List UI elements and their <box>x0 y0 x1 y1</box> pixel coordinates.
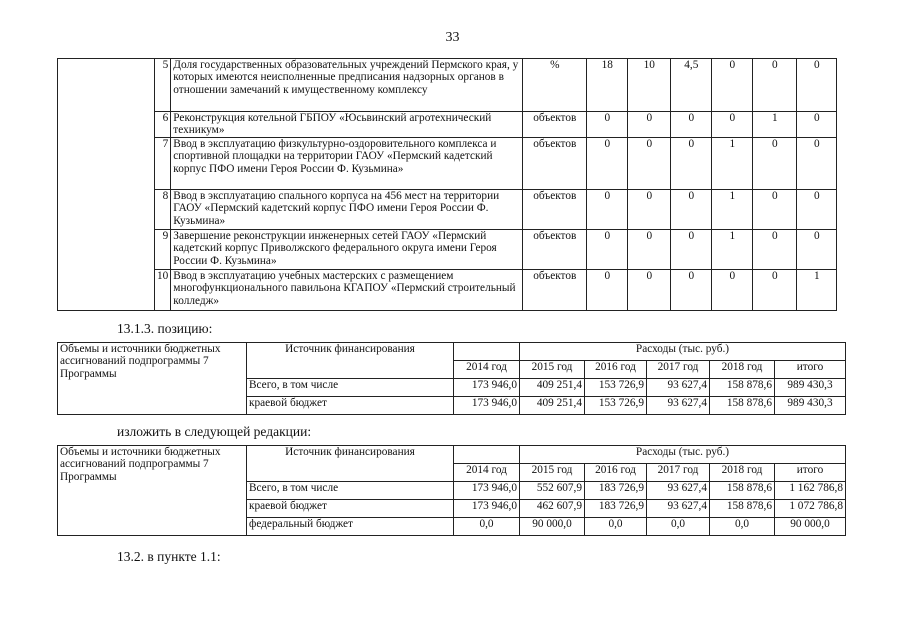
funding-source: федеральный бюджет <box>247 518 454 536</box>
row-number: 8 <box>155 190 171 230</box>
value-cell: 10 <box>628 59 671 112</box>
value-cell: 173 946,0 <box>454 482 520 500</box>
expenses-header: Расходы (тыс. руб.) <box>520 446 846 464</box>
value-cell: 173 946,0 <box>454 397 520 415</box>
value-cell: 989 430,3 <box>775 397 846 415</box>
unit: % <box>523 59 587 112</box>
table-row <box>58 59 837 112</box>
value-cell: 90 000,0 <box>520 518 585 536</box>
value-cell: 0 <box>712 270 753 311</box>
source-header: Источник финансирования <box>247 446 454 482</box>
value-cell: 93 627,4 <box>647 482 710 500</box>
value-cell: 0,0 <box>585 518 647 536</box>
value-cell: 989 430,3 <box>775 379 846 397</box>
value-cell: 1 <box>712 138 753 190</box>
value-cell: 158 878,6 <box>710 482 775 500</box>
year-header: 2017 год <box>647 361 710 379</box>
section-heading: изложить в следующей редакции: <box>117 424 312 439</box>
value-cell: 0 <box>712 59 753 112</box>
value-cell: 173 946,0 <box>454 500 520 518</box>
year-header: 2018 год <box>710 464 775 482</box>
year-header: 2015 год <box>520 464 585 482</box>
value-cell: 0 <box>628 138 671 190</box>
value-cell: 93 627,4 <box>647 397 710 415</box>
unit: объектов <box>523 230 587 270</box>
indicator-name: Ввод в эксплуатацию учебных мастерских с размещением многофункционального павильона КГАПОУ «Пермский строительный колледж» <box>171 270 523 311</box>
indicator-table <box>57 58 837 311</box>
table-row <box>58 138 837 190</box>
blank-cell <box>454 446 520 464</box>
section-heading: 13.2. в пункте 1.1: <box>117 549 221 564</box>
value-cell: 0 <box>587 112 628 138</box>
unit: объектов <box>523 190 587 230</box>
value-cell: 93 627,4 <box>647 500 710 518</box>
unit: объектов <box>523 112 587 138</box>
indicator-name: Реконструкция котельной ГБПОУ «Юсьвинский агротехнический техникум» <box>171 112 523 138</box>
year-header: 2015 год <box>520 361 585 379</box>
value-cell: 0 <box>628 112 671 138</box>
value-cell: 409 251,4 <box>520 397 585 415</box>
blank-cell <box>454 343 520 361</box>
value-cell: 0 <box>671 138 712 190</box>
value-cell: 0 <box>671 230 712 270</box>
year-header: 2014 год <box>454 361 520 379</box>
row-number: 10 <box>155 270 171 311</box>
year-header: итого <box>775 361 846 379</box>
value-cell: 158 878,6 <box>710 397 775 415</box>
value-cell: 1 162 786,8 <box>775 482 846 500</box>
value-cell: 0 <box>587 190 628 230</box>
value-cell: 0 <box>797 59 837 112</box>
value-cell: 158 878,6 <box>710 379 775 397</box>
value-cell: 4,5 <box>671 59 712 112</box>
value-cell: 0 <box>671 190 712 230</box>
value-cell: 0 <box>587 138 628 190</box>
value-cell: 0,0 <box>647 518 710 536</box>
value-cell: 0,0 <box>454 518 520 536</box>
funding-source: краевой бюджет <box>247 397 454 415</box>
value-cell: 0 <box>628 190 671 230</box>
table-row <box>58 190 837 230</box>
value-cell: 0 <box>671 270 712 311</box>
value-cell: 0 <box>628 270 671 311</box>
value-cell: 1 <box>712 230 753 270</box>
value-cell: 0 <box>671 112 712 138</box>
value-cell: 0 <box>587 230 628 270</box>
unit: объектов <box>523 138 587 190</box>
value-cell: 0 <box>753 138 797 190</box>
row-number: 7 <box>155 138 171 190</box>
table-row <box>58 270 837 311</box>
source-header: Источник финансирования <box>247 343 454 379</box>
blank-cell <box>58 59 155 311</box>
value-cell: 0 <box>797 230 837 270</box>
value-cell: 173 946,0 <box>454 379 520 397</box>
value-cell: 1 072 786,8 <box>775 500 846 518</box>
page-number: 33 <box>445 30 460 45</box>
value-cell: 1 <box>797 270 837 311</box>
value-cell: 183 726,9 <box>585 500 647 518</box>
value-cell: 153 726,9 <box>585 397 647 415</box>
value-cell: 153 726,9 <box>585 379 647 397</box>
value-cell: 93 627,4 <box>647 379 710 397</box>
subprogram-label: Объемы и источники бюджетных ассигнований подпрограммы 7 Программы <box>58 446 247 536</box>
value-cell: 0 <box>628 230 671 270</box>
value-cell: 552 607,9 <box>520 482 585 500</box>
value-cell: 1 <box>712 190 753 230</box>
row-number: 5 <box>155 59 171 112</box>
indicator-rows <box>58 59 837 311</box>
value-cell: 90 000,0 <box>775 518 846 536</box>
indicator-name: Завершение реконструкции инженерных сетей ГАОУ «Пермский кадетский корпус Приволжского федерального округа имени Героя России Ф. Кузьмина» <box>171 230 523 270</box>
funding-source: Всего, в том числе <box>247 379 454 397</box>
value-cell: 0 <box>797 190 837 230</box>
value-cell: 0 <box>797 112 837 138</box>
unit: объектов <box>523 270 587 311</box>
row-number: 6 <box>155 112 171 138</box>
header-row <box>58 343 846 361</box>
value-cell: 18 <box>587 59 628 112</box>
value-cell: 183 726,9 <box>585 482 647 500</box>
subprogram-label: Объемы и источники бюджетных ассигнований подпрограммы 7 Программы <box>58 343 247 415</box>
indicator-name: Доля государственных образовательных учреждений Пермского края, у которых имеются неисполненные предписания надзорных органов в отношении замечаний к имущественному комплексу <box>171 59 523 112</box>
value-cell: 0,0 <box>710 518 775 536</box>
value-cell: 0 <box>753 59 797 112</box>
expenses-header: Расходы (тыс. руб.) <box>520 343 846 361</box>
budget-table-new <box>57 445 846 536</box>
funding-source: краевой бюджет <box>247 500 454 518</box>
value-cell: 0 <box>797 138 837 190</box>
indicator-name: Ввод в эксплуатацию спального корпуса на 456 мест на территории ГАОУ «Пермский кадетский корпус ПФО имени Героя России Ф. Кузьмина» <box>171 190 523 230</box>
year-header: 2014 год <box>454 464 520 482</box>
value-cell: 158 878,6 <box>710 500 775 518</box>
table-row <box>58 230 837 270</box>
value-cell: 462 607,9 <box>520 500 585 518</box>
row-number: 9 <box>155 230 171 270</box>
value-cell: 0 <box>753 270 797 311</box>
value-cell: 0 <box>712 112 753 138</box>
value-cell: 0 <box>587 270 628 311</box>
year-header: 2017 год <box>647 464 710 482</box>
year-header: 2016 год <box>585 361 647 379</box>
year-header: 2016 год <box>585 464 647 482</box>
section-heading: 13.1.3. позицию: <box>117 321 213 336</box>
indicator-name: Ввод в эксплуатацию физкультурно-оздоровительного комплекса и спортивной площадки на территории ГАОУ «Пермский кадетский корпус ПФО имени Героя России Ф. Кузьмина» <box>171 138 523 190</box>
funding-source: Всего, в том числе <box>247 482 454 500</box>
value-cell: 409 251,4 <box>520 379 585 397</box>
budget-table-old <box>57 342 846 415</box>
value-cell: 1 <box>753 112 797 138</box>
year-header: 2018 год <box>710 361 775 379</box>
header-row <box>58 446 846 464</box>
table-row <box>58 112 837 138</box>
year-header: итого <box>775 464 846 482</box>
value-cell: 0 <box>753 230 797 270</box>
value-cell: 0 <box>753 190 797 230</box>
